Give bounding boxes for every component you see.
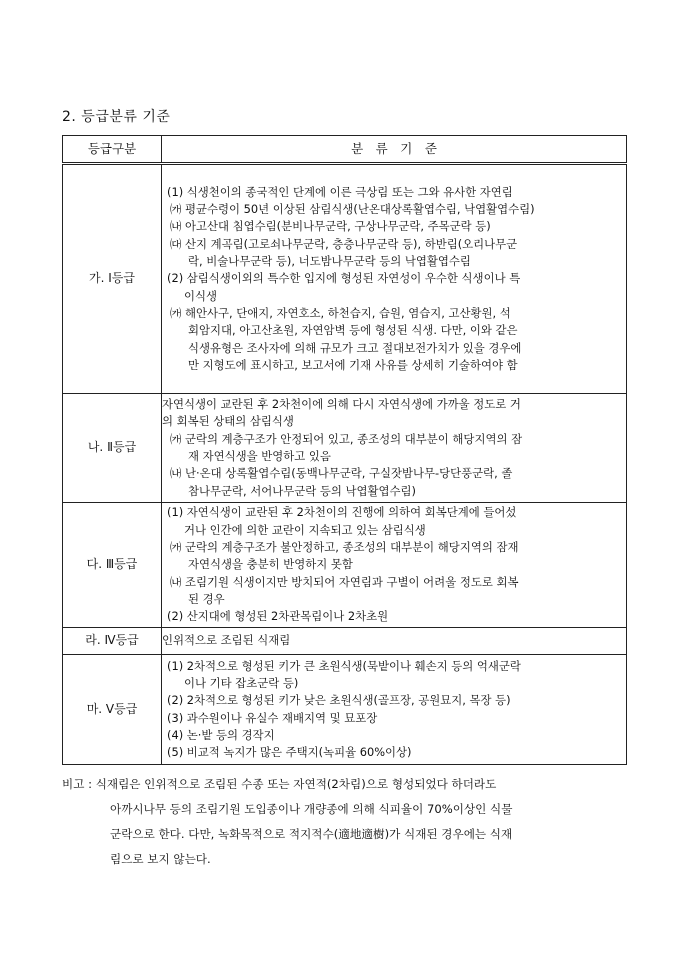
criteria-line: (2) 산지대에 형성된 2차관목림이나 2차초원 <box>167 609 389 624</box>
criteria-cell <box>162 655 627 765</box>
criteria-line: (4) 논·밭 등의 경작지 <box>167 727 275 742</box>
criteria-line: 만 지형도에 표시하고, 보고서에 기재 사유를 상세히 기술하여야 함 <box>188 357 518 372</box>
remarks-note <box>62 772 642 872</box>
criteria-line: 이나 기타 잡초군락 등) <box>184 675 299 690</box>
criteria-line: 자연식생이 교란된 후 2차천이에 의해 다시 자연식생에 가까울 정도로 거 <box>162 397 521 412</box>
criteria-line: ㈎ 해안사구, 단애지, 자연호소, 하천습지, 습원, 염습지, 고산황원, 석 <box>170 305 511 320</box>
criteria-line: ㈎ 군락의 계층구조가 불안정하고, 종조성의 대부분이 해당지역의 잠재 <box>170 540 519 555</box>
criteria-line: 이식생 <box>184 288 218 303</box>
grade-label: 마. Ⅴ등급 <box>63 655 162 765</box>
criteria-cell <box>162 628 627 655</box>
criteria-line: 된 경우 <box>188 591 225 606</box>
criteria-line: ㈏ 조림기원 식생이지만 방치되어 자연림과 구별이 어려울 정도로 회복 <box>170 574 519 589</box>
criteria-line: 자연식생을 충분히 반영하지 못함 <box>188 557 353 572</box>
criteria-line: (3) 과수원이나 유실수 재배지역 및 묘포장 <box>167 710 378 725</box>
criteria-line: 의 회복된 상태의 삼림식생 <box>162 414 294 429</box>
remarks-label: 비고 : <box>62 777 92 791</box>
criteria-line: (1) 자연식생이 교란된 후 2차천이의 진행에 의하여 회복단계에 들어섰 <box>167 505 517 520</box>
criteria-line: (2) 2차적으로 형성된 키가 낮은 초원식생(골프장, 공원묘지, 목장 등) <box>167 693 511 708</box>
section-title: 2. 등급분류 기준 <box>62 109 171 125</box>
criteria-line: 식생유형은 조사자에 의해 규모가 크고 절대보전가치가 있을 경우에 <box>188 340 522 355</box>
criteria-cell <box>162 503 627 628</box>
table-row-grade-1 <box>63 164 627 394</box>
criteria-line: 거나 인간에 의한 교란이 지속되고 있는 삼림식생 <box>184 522 426 537</box>
grade-label: 다. Ⅲ등급 <box>63 503 162 628</box>
criteria-cell <box>162 164 627 394</box>
criteria-line: (2) 삼림식생이외의 특수한 입지에 형성된 자연성이 우수한 식생이나 특 <box>167 271 521 286</box>
table-row-grade-4 <box>63 628 627 655</box>
remarks-line: 아까시나무 등의 조림기원 도입종이나 개량종에 의해 식피율이 70%이상인 식물 <box>110 802 513 816</box>
table-row-grade-5 <box>63 655 627 765</box>
table-row-grade-2 <box>63 394 627 503</box>
grade-label: 라. Ⅳ등급 <box>63 628 162 655</box>
criteria-cell <box>162 394 627 503</box>
criteria-line: ㈏ 아고산대 침엽수림(분비나무군락, 구상나무군락, 주목군락 등) <box>170 219 491 234</box>
table-row-grade-3 <box>63 503 627 628</box>
criteria-line: 인위적으로 조림된 식재림 <box>162 633 291 648</box>
criteria-line: 락, 비술나무군락 등), 너도밤나무군락 등의 낙엽활엽수림 <box>188 254 471 269</box>
criteria-line: ㈎ 군락의 계층구조가 안정되어 있고, 종조성의 대부분이 해당지역의 잠 <box>170 431 523 446</box>
remarks-line: 군락으로 한다. 다만, 녹화목적으로 적지적수(適地適樹)가 식재된 경우에는 식재 <box>110 827 513 841</box>
remarks-line: 림으로 보지 않는다. <box>110 852 211 866</box>
grade-label: 나. Ⅱ등급 <box>63 394 162 503</box>
criteria-line: 회암지대, 아고산초원, 자연암벽 등에 형성된 식생. 다만, 이와 같은 <box>188 323 518 338</box>
criteria-line: 재 자연식생을 반영하고 있음 <box>188 449 331 463</box>
criteria-line: ㈎ 평균수령이 50년 이상된 삼림식생(난온대상록활엽수림, 낙엽활엽수림) <box>170 202 535 217</box>
table-header-row <box>63 136 627 164</box>
criteria-line: (1) 식생천이의 종국적인 단계에 이른 극상림 또는 그와 유사한 자연림 <box>167 184 513 199</box>
remarks-first-line <box>62 772 642 797</box>
remarks-line: 식재림은 인위적으로 조림된 수종 또는 자연적(2차림)으로 형성되었다 하더라도 <box>95 777 497 791</box>
grade-label: 가. Ⅰ등급 <box>63 164 162 394</box>
criteria-line: ㈏ 난·온대 상록활엽수림(동백나무군락, 구실잣밤나무-당단풍군락, 졸 <box>170 466 513 481</box>
criteria-line: (1) 2차적으로 형성된 키가 큰 초원식생(묵밭이나 훼손지 등의 억새군락 <box>167 658 521 673</box>
criteria-line: ㈐ 산지 계곡림(고로쇠나무군락, 층층나무군락 등), 하반림(오리나무군 <box>170 236 518 251</box>
criteria-line: 참나무군락, 서어나무군락 등의 낙엽활엽수림) <box>188 483 416 498</box>
criteria-line: (5) 비교적 녹지가 많은 주택지(녹피율 60%이상) <box>167 745 412 760</box>
grade-header: 등급구분 <box>63 136 162 164</box>
grade-classification-table <box>62 135 627 765</box>
criteria-header: 분 류 기 준 <box>162 136 627 164</box>
